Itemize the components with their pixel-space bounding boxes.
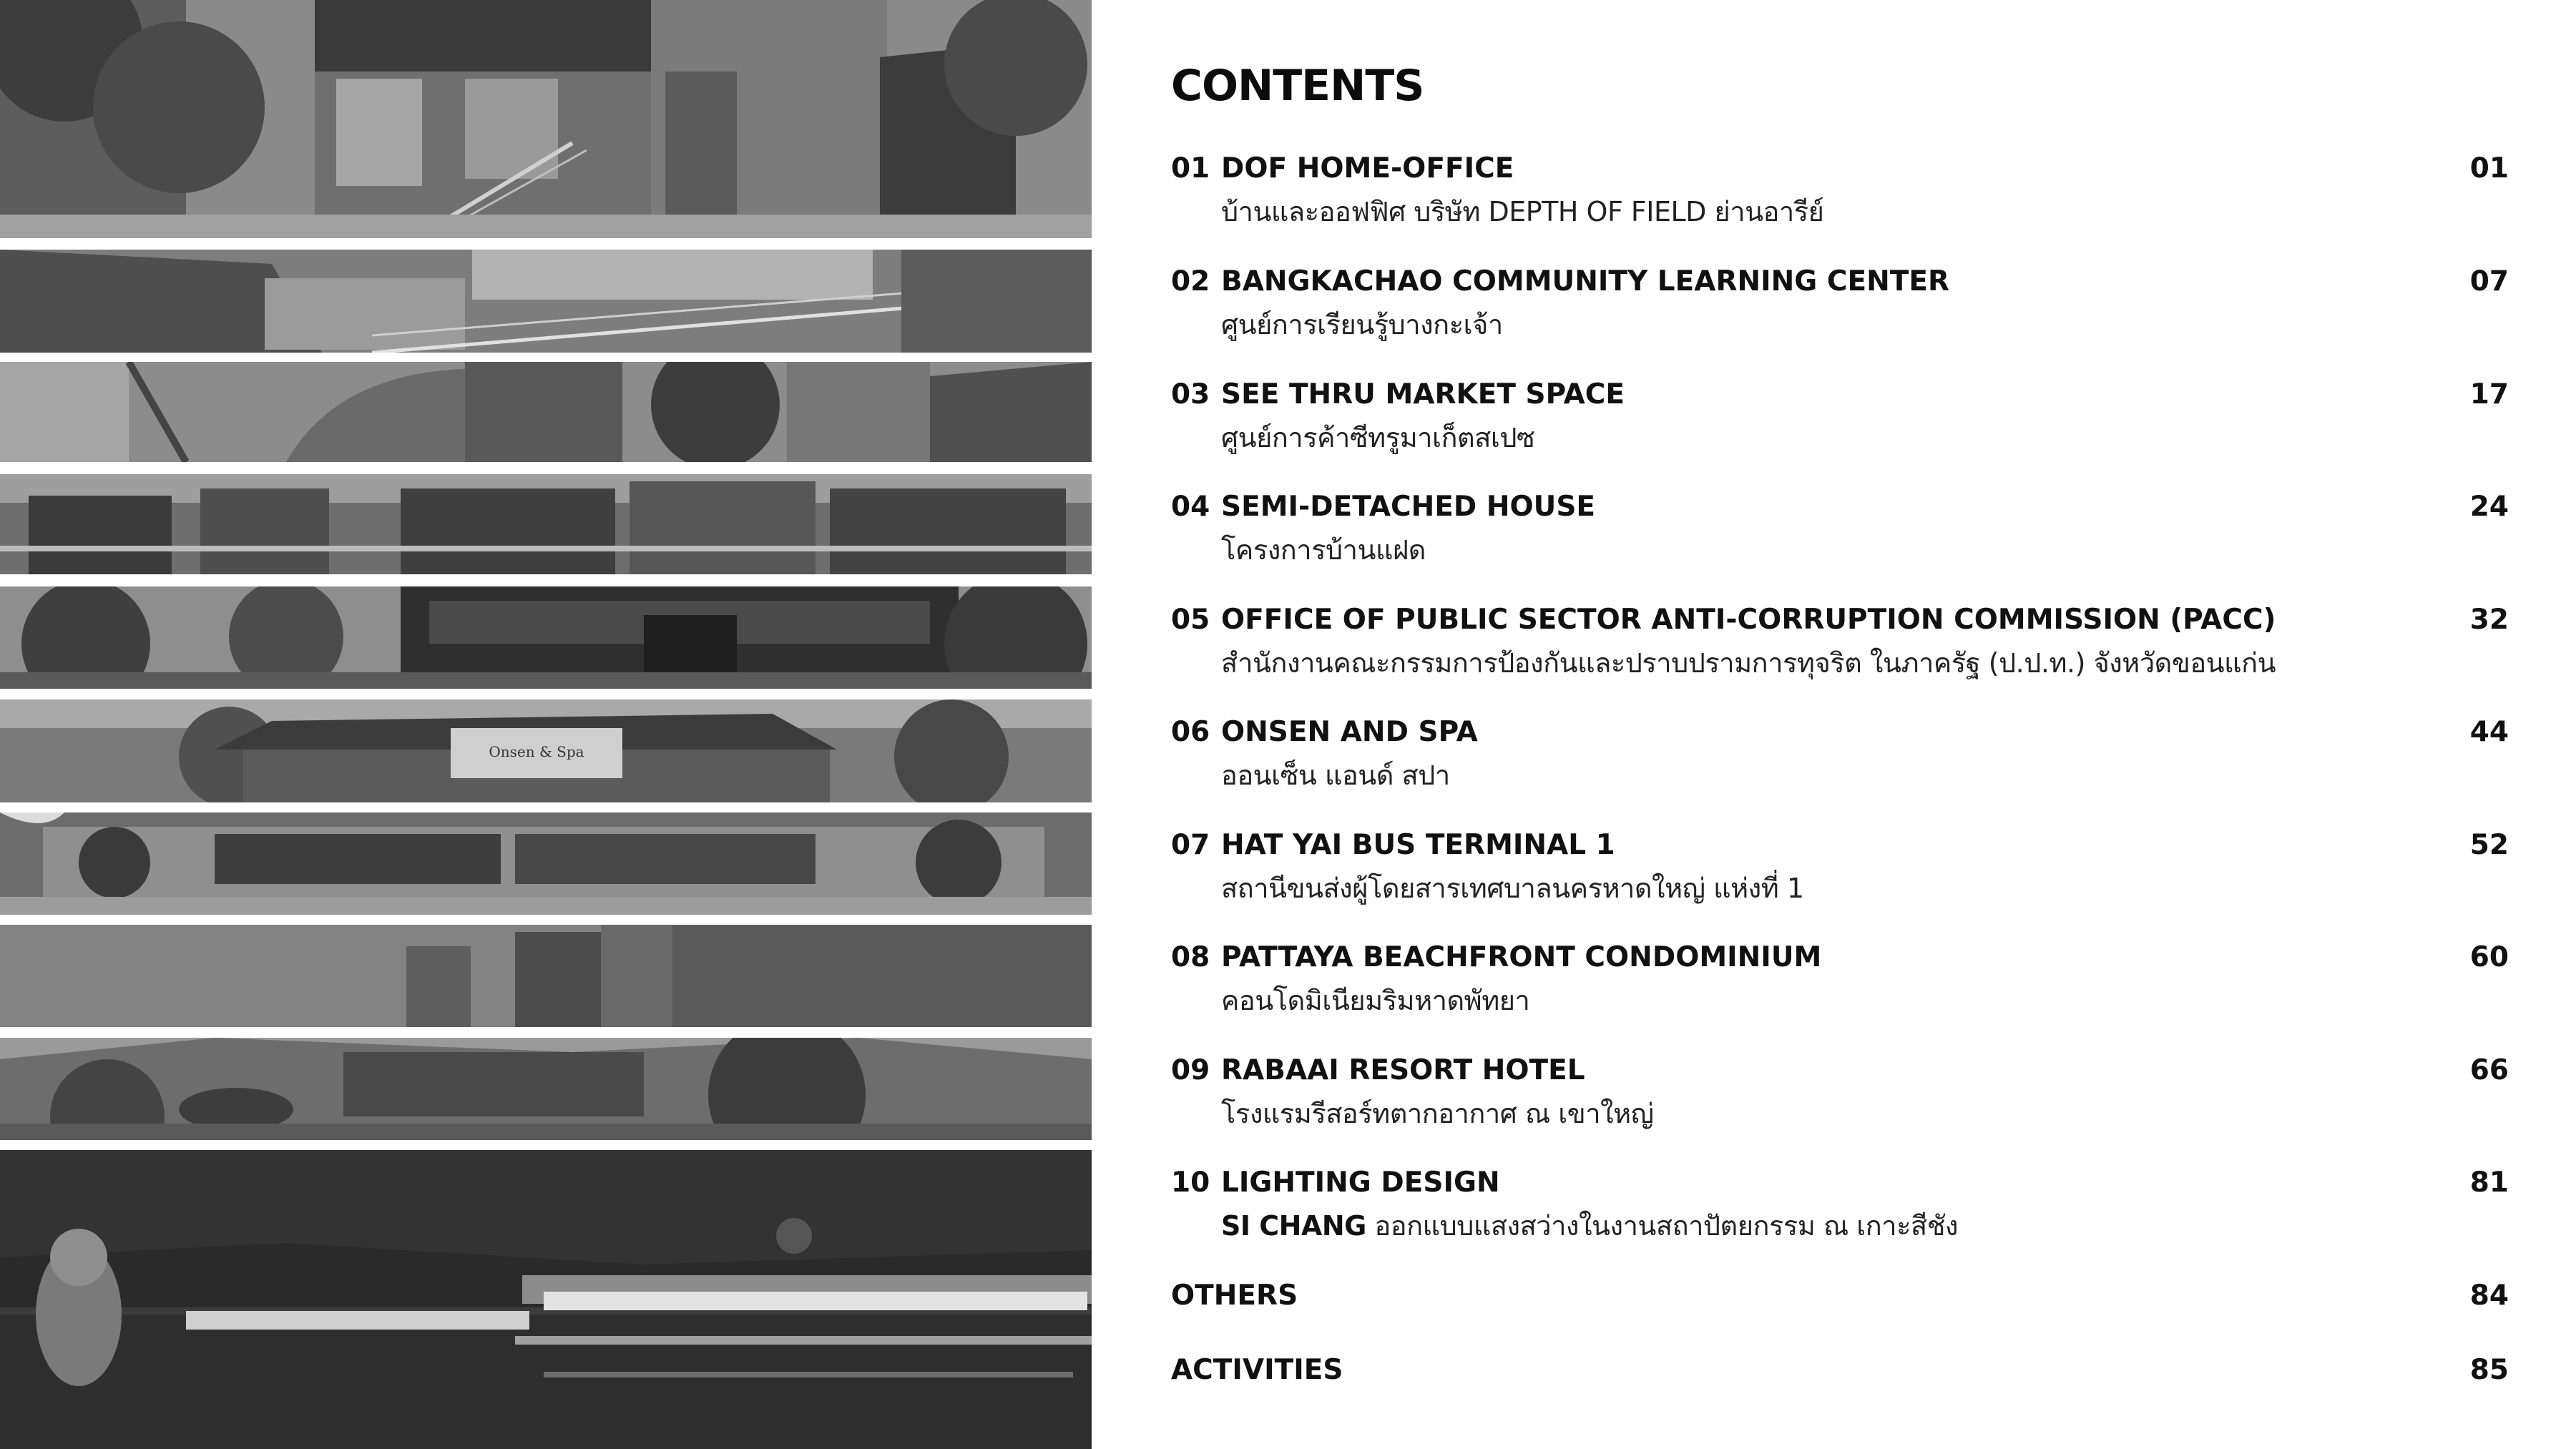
toc-subtitle-bold: SI CHANG (1221, 1210, 1366, 1242)
toc-entry-activities[interactable] (1171, 1354, 2509, 1390)
rabaai-resort-photo (0, 1038, 1092, 1140)
dof-home-office-photo (0, 0, 1092, 238)
toc-page-number: 24 (2469, 491, 2509, 523)
toc-page-number: 66 (2469, 1054, 2509, 1086)
toc-page-number: 32 (2469, 604, 2509, 636)
toc-entry-07[interactable] (1171, 829, 2509, 904)
toc-title: RABAAI RESORT HOTEL (1221, 1054, 1585, 1086)
toc-number: 05 (1171, 604, 1210, 636)
semi-detached-house-photo (0, 474, 1092, 574)
toc-entry-06[interactable] (1171, 716, 2509, 791)
toc-title: PATTAYA BEACHFRONT CONDOMINIUM (1221, 941, 1822, 973)
project-photo-strip (0, 0, 1092, 1449)
toc-page-number: 81 (2469, 1166, 2509, 1199)
toc-number: 07 (1171, 829, 1210, 861)
toc-entry-10[interactable] (1171, 1166, 2509, 1242)
toc-entry-04[interactable] (1171, 491, 2509, 566)
toc-page-number: 60 (2469, 941, 2509, 973)
toc-subtitle: คอนโดมิเนียมริมหาดพัทยา (1221, 985, 1530, 1016)
toc-entry-03[interactable] (1171, 378, 2509, 453)
toc-entry-01[interactable] (1171, 152, 2509, 227)
toc-number: 03 (1171, 378, 1210, 411)
toc-title: HAT YAI BUS TERMINAL 1 (1221, 829, 1615, 861)
toc-subtitle: บ้านและออฟฟิศ บริษัท DEPTH OF FIELD ย่านอารีย์ (1221, 196, 1824, 227)
page-title: CONTENTS (1171, 61, 1424, 111)
toc-title: ACTIVITIES (1171, 1354, 1343, 1386)
toc-subtitle (1221, 1204, 1958, 1247)
table-of-contents (1171, 0, 2509, 1449)
pacc-office-photo (0, 586, 1092, 689)
toc-number: 02 (1171, 265, 1210, 298)
toc-title: LIGHTING DESIGN (1221, 1166, 1500, 1199)
toc-entry-09[interactable] (1171, 1054, 2509, 1129)
toc-title: ONSEN AND SPA (1221, 716, 1478, 748)
bangkachao-photo (0, 250, 1092, 353)
toc-entry-02[interactable] (1171, 265, 2509, 340)
toc-subtitle: โครงการบ้านแฝด (1221, 534, 1426, 566)
toc-entry-05[interactable] (1171, 604, 2509, 679)
pattaya-condominium-photo (0, 925, 1092, 1027)
toc-page-number: 17 (2469, 378, 2509, 411)
toc-number: 06 (1171, 716, 1210, 748)
toc-subtitle: สถานีขนส่งผู้โดยสารเทศบาลนครหาดใหญ่ แห่งที่ 1 (1221, 873, 1804, 904)
toc-title: SEMI-DETACHED HOUSE (1221, 491, 1596, 523)
toc-number: 09 (1171, 1054, 1210, 1086)
toc-subtitle: ออนเซ็น แอนด์ สปา (1221, 760, 1450, 791)
toc-title: BANGKACHAO COMMUNITY LEARNING CENTER (1221, 265, 1950, 298)
toc-title: OTHERS (1171, 1279, 1298, 1312)
toc-page-number: 44 (2469, 716, 2509, 748)
toc-number: 04 (1171, 491, 1210, 523)
toc-subtitle: โรงแรมรีสอร์ทตากอากาศ ณ เขาใหญ่ (1221, 1098, 1654, 1129)
toc-number: 10 (1171, 1166, 1210, 1199)
toc-page-number: 84 (2469, 1279, 2509, 1312)
hat-yai-bus-terminal-photo (0, 812, 1092, 915)
onsen-sign-text: Onsen & Spa (489, 743, 584, 760)
toc-number: 08 (1171, 941, 1210, 973)
toc-page-number: 52 (2469, 829, 2509, 861)
toc-subtitle-text: ออกแบบแสงสว่างในงานสถาปัตยกรรม ณ เกาะสีชัง (1374, 1210, 1959, 1242)
see-thru-market-photo (0, 362, 1092, 462)
toc-subtitle: สำนักงานคณะกรรมการป้องกันและปราบปรามการทุจริต ในภาครัฐ (ป.ป.ท.) จังหวัดขอนแก่น (1221, 647, 2276, 679)
toc-page-number: 85 (2469, 1354, 2509, 1386)
toc-entry-08[interactable] (1171, 941, 2509, 1016)
toc-title: OFFICE OF PUBLIC SECTOR ANTI-CORRUPTION COMMISSION (PACC) (1221, 604, 2276, 636)
si-chang-lighting-photo (0, 1150, 1092, 1449)
toc-title: DOF HOME-OFFICE (1221, 152, 1514, 185)
toc-number: 01 (1171, 152, 1210, 185)
toc-subtitle: ศูนย์การเรียนรู้บางกะเจ้า (1221, 309, 1503, 340)
toc-entry-others[interactable] (1171, 1279, 2509, 1315)
toc-page-number: 07 (2469, 265, 2509, 298)
toc-page-number: 01 (2469, 152, 2509, 185)
toc-title: SEE THRU MARKET SPACE (1221, 378, 1625, 411)
toc-subtitle: ศูนย์การค้าซีทรูมาเก็ตสเปซ (1221, 422, 1535, 453)
onsen-spa-photo (0, 699, 1092, 802)
